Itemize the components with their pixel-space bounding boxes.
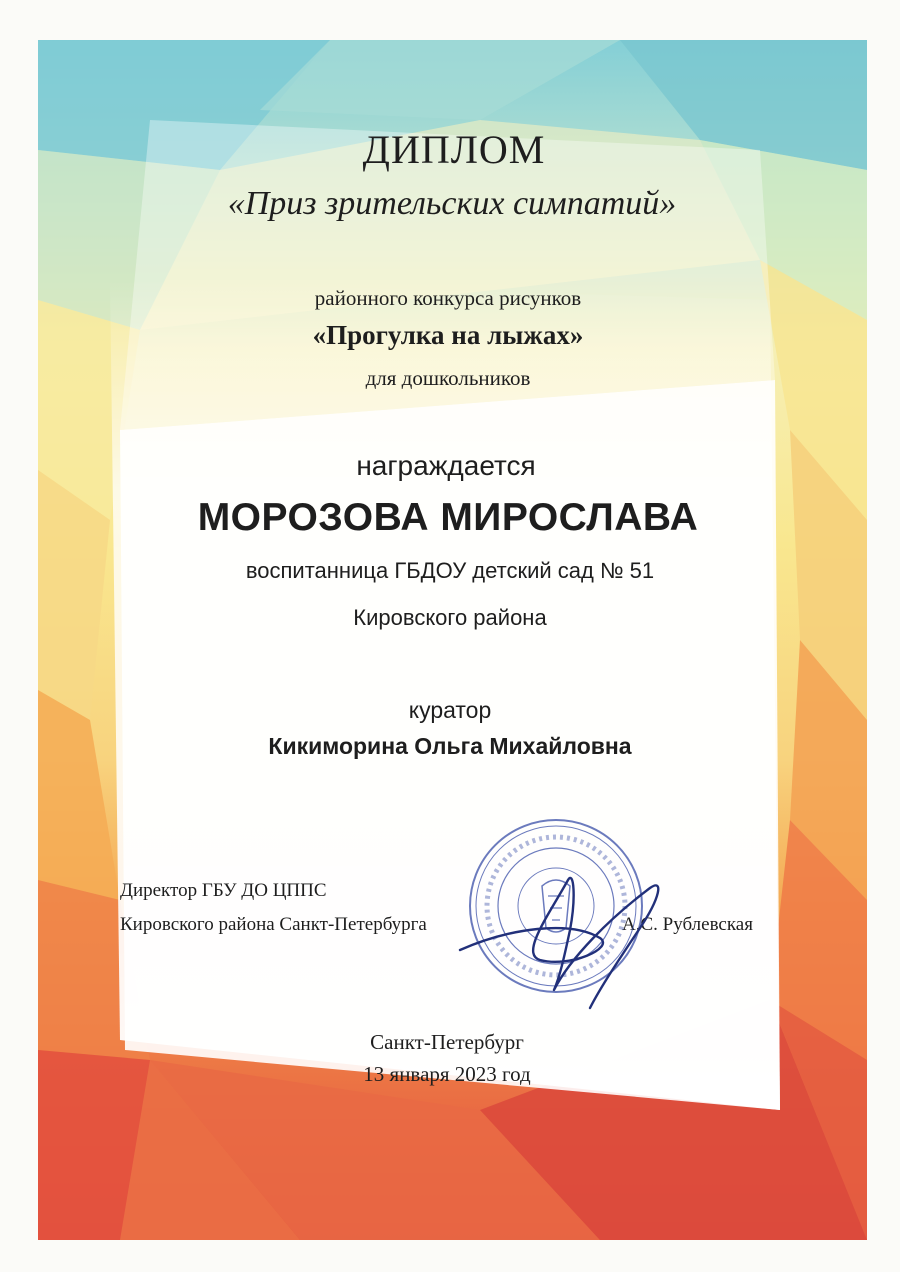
contest-audience: для дошкольников: [365, 366, 531, 390]
director-name: А.С. Рублевская: [622, 914, 753, 935]
director-title-line1: Директор ГБУ ДО ЦППС: [120, 880, 327, 901]
awarded-label: награждается: [356, 450, 536, 481]
issue-city: Санкт-Петербург: [370, 1030, 524, 1054]
issue-date: 13 января 2023 год: [363, 1062, 531, 1086]
prize-name: «Приз зрительских симпатий»: [227, 185, 677, 222]
curator-name: Кикиморина Ольга Михайловна: [268, 733, 632, 759]
winner-name: МОРОЗОВА МИРОСЛАВА: [197, 496, 699, 539]
contest-name: «Прогулка на лыжах»: [312, 320, 584, 350]
director-signature: [450, 858, 690, 1018]
diploma-title: ДИПЛОМ: [362, 127, 546, 172]
winner-district: Кировского района: [353, 605, 547, 630]
winner-organization: воспитанница ГБДОУ детский сад № 51: [245, 558, 655, 583]
director-title-line2: Кировского района Санкт-Петербурга: [120, 914, 427, 935]
curator-label: куратор: [408, 697, 492, 723]
contest-description: районного конкурса рисунков: [314, 286, 582, 310]
